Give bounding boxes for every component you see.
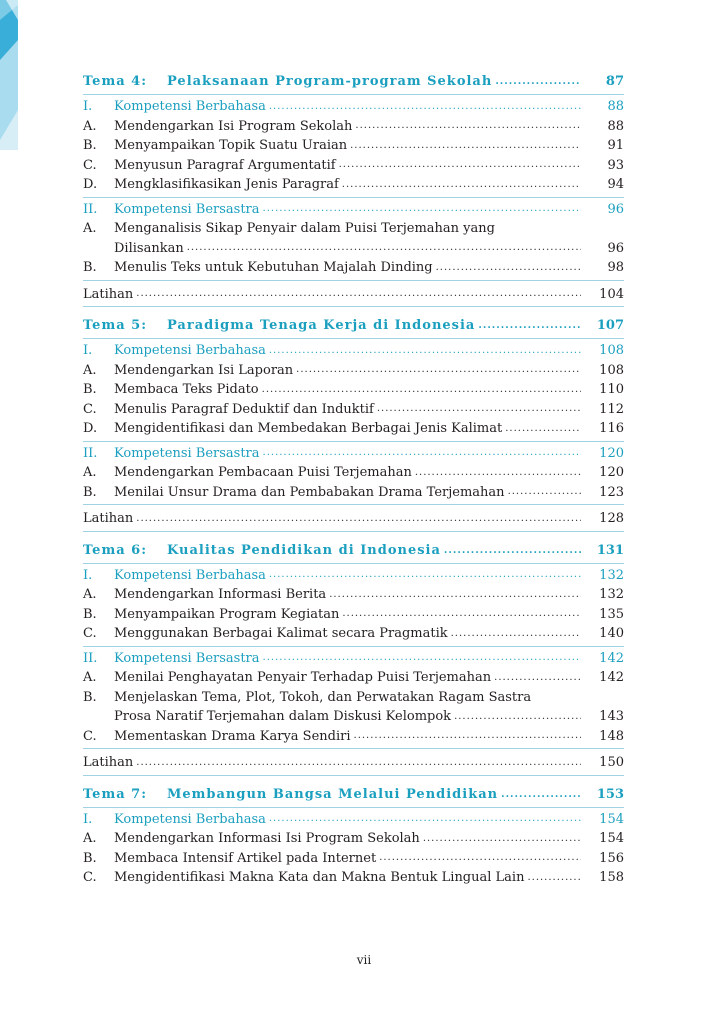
divider-line [83,748,624,749]
divider-line [83,504,624,505]
list-item-page: 112 [599,401,624,417]
section-heading [83,200,624,220]
section-heading-label: I. [83,99,93,114]
list-item-title: Mendengarkan Isi Laporan [114,362,294,378]
list-item-page: 154 [599,831,624,846]
dot-leader [136,756,581,770]
list-item-label: B. [83,689,97,705]
list-item-page: 120 [599,465,624,480]
list-item [83,400,624,420]
list-item [83,624,624,644]
section-heading-title: Kompetensi Berbahasa [114,343,266,358]
section-heading [83,341,624,361]
dot-leader [136,287,581,301]
dot-leader [379,851,581,865]
list-item-title: Menjelaskan Tema, Plot, Tokoh, dan Perwatakan Ragam Sastra [114,689,532,705]
section-heading-page: 88 [607,99,624,114]
list-item-continuation [83,239,624,259]
list-item-label: B. [83,260,97,275]
list-item-label: C. [83,401,97,417]
list-item-label: C. [83,157,97,173]
list-item-label: A. [83,118,97,134]
list-item-page: 110 [599,382,624,397]
list-item-title: Mengidentifikasi dan Membedakan Berbagai Jenis Kalimat [114,421,503,436]
list-item [83,727,624,747]
tema-heading [83,785,624,805]
list-item [83,117,624,137]
list-item-title: Menyampaikan Topik Suatu Uraian [114,138,348,153]
list-item-continuation-title: Dilisankan [114,240,184,256]
tema-heading-page: 153 [596,786,624,802]
list-item [83,868,624,888]
divider-line [83,646,624,647]
list-item-page: 108 [599,362,624,378]
section-heading-title: Kompetensi Bersastra [114,201,260,217]
latihan-row-page: 150 [599,755,624,770]
dot-leader [444,544,581,558]
list-item-title: Mendengarkan Informasi Isi Program Sekolah [114,831,420,846]
section-heading [83,810,624,830]
list-item-page: 94 [607,177,624,192]
section-heading [83,444,624,464]
list-item-title: Menggunakan Berbagai Kalimat secara Pragmatik [114,626,448,641]
dot-leader [329,588,581,602]
tema-heading-label: Tema 5: [83,318,148,333]
latihan-row-title: Latihan [83,755,134,770]
list-item-label: A. [83,362,97,378]
section-heading-label: I. [83,567,93,583]
tema-heading-label: Tema 6: [83,542,148,558]
divider-line [83,280,624,281]
divider-line [83,338,624,339]
page-number: vii [356,953,372,967]
list-item-title: Menilai Penghayatan Penyair Terhadap Puisi Terjemahan [114,670,492,685]
list-item-title: Mengidentifikasi Makna Kata dan Makna Bentuk Lingual Lain [114,870,525,885]
latihan-row [83,285,624,305]
list-item-page: 140 [599,626,624,641]
dot-leader [263,446,581,460]
latihan-row-title: Latihan [83,511,134,526]
list-item-title: Membaca Intensif Artikel pada Internet [114,850,377,866]
list-item-page: 98 [607,260,624,275]
table-of-contents [83,66,624,888]
dot-leader [355,119,581,133]
latihan-row-page: 128 [599,511,624,526]
latihan-row [83,509,624,529]
list-item-title: Menilai Unsur Drama dan Pembabakan Drama Terjemahan [114,484,505,500]
list-item-page: 116 [599,421,624,436]
list-item [83,219,624,239]
list-item-label: C. [83,728,97,744]
section-heading-page: 142 [599,650,624,666]
dot-leader [262,383,581,397]
list-item-title: Membaca Teks Pidato [114,382,259,397]
list-item-label: D. [83,177,98,192]
list-item [83,156,624,176]
list-item-label: B. [83,382,97,397]
dot-leader [350,139,581,153]
divider-line [83,441,624,442]
list-item-page: 93 [607,157,624,173]
list-item-label: A. [83,465,97,480]
section-heading-label: II. [83,201,98,217]
dot-leader [527,871,581,885]
dot-leader [495,75,581,89]
divider-line [83,531,624,532]
list-item [83,483,624,503]
dot-leader [342,178,581,192]
list-item-page: 156 [599,850,624,866]
section-heading-title: Kompetensi Berbahasa [114,811,266,827]
list-item-page: 158 [599,870,624,885]
tema-heading-label: Tema 4: [83,74,148,89]
section-heading-label: II. [83,650,98,666]
list-item-page: 135 [599,606,624,622]
list-item [83,585,624,605]
dot-leader [269,568,581,582]
dot-leader [415,466,581,480]
list-item [83,136,624,156]
list-item-label: C. [83,870,97,885]
latihan-row [83,753,624,773]
list-item-page: 148 [599,728,624,744]
section-heading-title: Kompetensi Berbahasa [114,99,266,114]
section-heading-label: I. [83,811,93,827]
tema-heading [83,541,624,561]
list-item [83,668,624,688]
section-heading-label: II. [83,445,98,461]
list-item [83,258,624,278]
section-heading [83,649,624,669]
dot-leader [342,607,581,621]
list-item-label: B. [83,850,97,866]
list-item-title: Mendengarkan Isi Program Sekolah [114,118,353,134]
tema-heading-title: Pelaksanaan Program-program Sekolah [167,74,493,89]
list-item-label: A. [83,221,97,236]
section-heading [83,566,624,586]
dot-leader [494,671,581,685]
section-heading-page: 154 [599,811,624,827]
divider-line [83,563,624,564]
list-item-label: B. [83,484,97,500]
divider-line [83,197,624,198]
list-item-label: A. [83,831,97,846]
dot-leader [501,788,581,802]
section-heading-title: Kompetensi Berbahasa [114,567,266,583]
tema-heading-page: 131 [596,542,624,558]
list-item-title: Menyampaikan Program Kegiatan [114,606,340,622]
latihan-row-title: Latihan [83,286,134,302]
section-heading-page: 120 [599,445,624,461]
list-item-title: Menganalisis Sikap Penyair dalam Puisi Terjemahan yang [114,221,495,236]
dot-leader [339,158,581,172]
list-item-title: Mendengarkan Pembacaan Puisi Terjemahan [114,465,412,480]
divider-line [83,807,624,808]
list-item-continuation [83,707,624,727]
tema-heading-page: 87 [605,74,624,89]
list-item-title: Menyusun Paragraf Argumentatif [114,157,336,173]
dot-leader [354,729,581,743]
tema-heading-label: Tema 7: [83,786,148,802]
dot-leader [296,363,581,377]
dot-leader [263,651,581,665]
section-heading [83,97,624,117]
list-item [83,419,624,439]
section-heading-page: 132 [599,567,624,583]
list-item-page: 91 [607,138,624,153]
section-heading-title: Kompetensi Bersastra [114,445,260,461]
list-item-page: 142 [599,670,624,685]
dot-leader [136,512,581,526]
dot-leader [478,319,581,333]
list-item-title: Menulis Paragraf Deduktif dan Induktif [114,401,374,417]
section-heading-label: I. [83,343,93,358]
list-item-label: D. [83,421,98,436]
dot-leader [454,710,581,724]
tema-heading-title: Kualitas Pendidikan di Indonesia [167,542,441,558]
section-heading-page: 96 [607,201,624,217]
section-heading-page: 108 [599,343,624,358]
list-item [83,849,624,869]
dot-leader [187,241,581,255]
latihan-row-page: 104 [599,286,624,302]
list-item [83,688,624,708]
list-item-continuation-page: 143 [599,709,624,724]
list-item-title: Mendengarkan Informasi Berita [114,587,327,602]
list-item-label: B. [83,606,97,622]
section-heading-title: Kompetensi Bersastra [114,650,260,666]
list-item-label: A. [83,587,97,602]
list-item [83,361,624,381]
tema-heading-title: Paradigma Tenaga Kerja di Indonesia [167,318,476,333]
divider-line [83,306,624,307]
dot-leader [269,100,581,114]
divider-line [83,775,624,776]
list-item-label: B. [83,138,97,153]
dot-leader [263,202,581,216]
corner-decoration [0,0,18,150]
dot-leader [505,422,581,436]
list-item [83,463,624,483]
dot-leader [436,261,581,275]
list-item [83,605,624,625]
list-item-continuation-title: Prosa Naratif Terjemahan dalam Diskusi Kelompok [114,709,452,724]
list-item [83,175,624,195]
list-item [83,380,624,400]
list-item-page: 132 [599,587,624,602]
list-item-continuation-page: 96 [607,240,624,256]
dot-leader [451,627,581,641]
tema-heading-page: 107 [596,318,624,333]
list-item-title: Mementaskan Drama Karya Sendiri [114,728,351,744]
list-item-page: 88 [607,118,624,134]
dot-leader [269,344,581,358]
list-item-title: Menulis Teks untuk Kebutuhan Majalah Dinding [114,260,433,275]
list-item-title: Mengklasifikasikan Jenis Paragraf [114,177,339,192]
list-item-label: A. [83,670,97,685]
tema-heading [83,316,624,336]
list-item [83,829,624,849]
dot-leader [269,812,581,826]
divider-line [83,94,624,95]
dot-leader [508,485,581,499]
list-item-page: 123 [599,484,624,500]
dot-leader [377,402,581,416]
tema-heading-title: Membangun Bangsa Melalui Pendidikan [167,786,499,802]
tema-heading [83,72,624,92]
list-item-label: C. [83,626,97,641]
dot-leader [423,832,581,846]
